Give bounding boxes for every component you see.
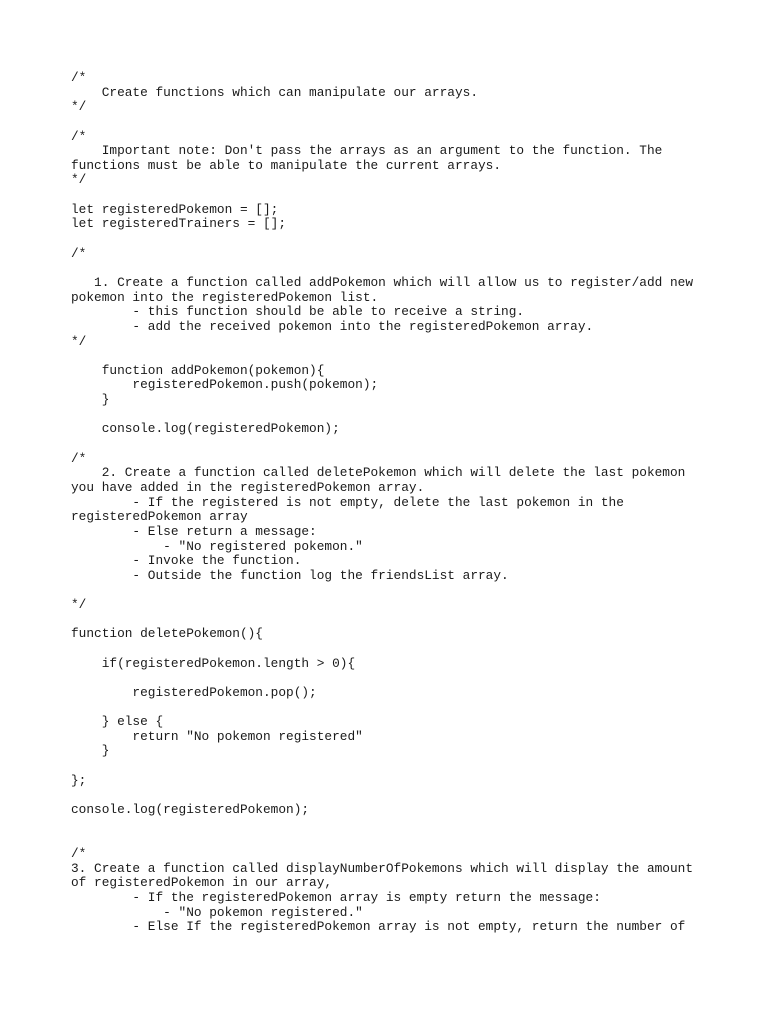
code-line: - Invoke the function.: [71, 553, 302, 569]
code-line: if(registeredPokemon.length > 0){: [71, 655, 356, 671]
code-line: [71, 642, 711, 657]
code-line: registeredPokemon array: [71, 509, 248, 525]
code-line: [71, 818, 711, 833]
code-line: - If the registeredPokemon array is empty return the message:: [71, 889, 601, 905]
code-line: Important note: Don't pass the arrays as an argument to the function. The: [71, 143, 663, 159]
code-line: 1. Create a function called addPokemon which will allow us to register/add new: [71, 274, 694, 290]
code-line: /*: [71, 70, 87, 85]
code-document: [71, 71, 711, 935]
code-line: [71, 759, 711, 774]
code-line: registeredPokemon.pop();: [71, 684, 317, 700]
code-line: pokemon into the registeredPokemon list.: [71, 289, 379, 305]
code-line: [71, 115, 711, 130]
code-line: }: [71, 743, 110, 759]
code-line: console.log(registeredPokemon);: [71, 802, 310, 818]
code-line: 2. Create a function called deletePokemon which will delete the last pokemon: [71, 465, 686, 481]
code-line: }: [71, 392, 110, 408]
code-line: /*: [71, 845, 87, 861]
code-line: [71, 408, 711, 423]
code-line: 3. Create a function called displayNumberOfPokemons which will display the amount: [71, 860, 694, 876]
code-line: - Else return a message:: [71, 523, 317, 539]
code-line: - "No pokemon registered.": [71, 904, 363, 920]
code-line: - "No registered pokemon.": [71, 538, 363, 554]
code-line: [71, 701, 711, 716]
code-line: console.log(registeredPokemon);: [71, 421, 340, 437]
code-line: [71, 261, 711, 276]
code-line: let registeredTrainers = [];: [71, 216, 287, 232]
code-line: - If the registered is not empty, delete the last pokemon in the: [71, 494, 624, 510]
code-line: - this function should be able to receive a string.: [71, 304, 525, 320]
code-line: /*: [71, 450, 87, 466]
code-line: [71, 613, 711, 628]
code-line: you have added in the registeredPokemon array.: [71, 479, 425, 495]
code-line: [71, 349, 711, 364]
code-line: function addPokemon(pokemon){: [71, 362, 325, 378]
code-line: - Else If the registeredPokemon array is not empty, return the number of: [71, 919, 686, 935]
code-line: */: [71, 333, 87, 349]
code-line: */: [71, 597, 87, 613]
code-line: - Outside the function log the friendsList array.: [71, 567, 509, 583]
code-line: /*: [71, 245, 87, 261]
code-line: [71, 788, 711, 803]
code-line: [71, 583, 711, 598]
code-line: [71, 671, 711, 686]
code-line: */: [71, 99, 87, 115]
code-line: } else {: [71, 714, 164, 730]
code-line: registeredPokemon.push(pokemon);: [71, 377, 379, 393]
code-line: [71, 232, 711, 247]
code-line: return "No pokemon registered": [71, 728, 363, 744]
code-line: [71, 188, 711, 203]
code-line: Create functions which can manipulate our arrays.: [71, 84, 479, 100]
code-line: of registeredPokemon in our array,: [71, 875, 333, 891]
code-line: [71, 832, 711, 847]
code-line: let registeredPokemon = [];: [71, 201, 279, 217]
code-line: function deletePokemon(){: [71, 626, 263, 642]
code-line: functions must be able to manipulate the current arrays.: [71, 157, 502, 173]
code-line: /*: [71, 128, 87, 144]
code-line: [71, 437, 711, 452]
code-line: };: [71, 772, 87, 788]
code-line: */: [71, 172, 87, 188]
code-line: - add the received pokemon into the registeredPokemon array.: [71, 318, 594, 334]
